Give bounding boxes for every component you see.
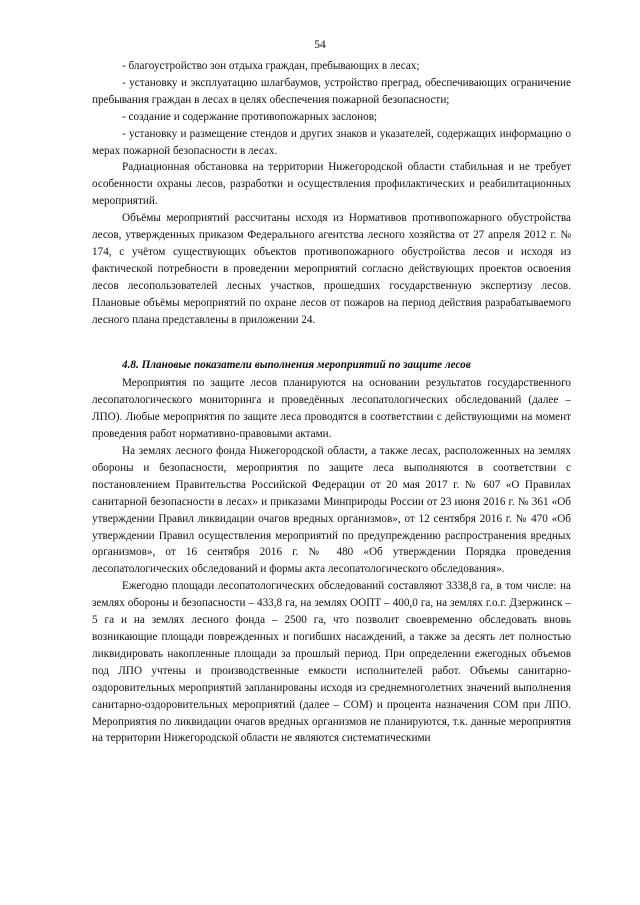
page-content bbox=[92, 58, 571, 747]
paragraph-bullet-firebreaks: - создание и содержание противопожарных заслонов; bbox=[122, 110, 378, 123]
paragraph-bullet-recreation-zones: - благоустройство зон отдыха граждан, пребывающих в лесах; bbox=[122, 60, 420, 72]
paragraph-legal-framework: На землях лесного фонда Нижегородской области, а также лесах, расположенных на землях обороны и безопасности, мероприятия по защите леса выполняются в соответствии с постановлением Правительства Российской Федерации от 20 мая 2017 г. № 607 «О Правилах санитарной безопасности в лесах» и приказами Минприроды России от 23 июня 2016 г. № 361 «Об утверждении Правил ликвидации очагов вредных организмов», от 12 сентября 2016 г. № 470 «Об утверждении Правил осуществления мероприятий по предупреждению распространения вредных организмов», от 16 сентября 2016 г. № 480 «Об утверждении Порядка проведения лесопатологических обследований и формы акта лесопатологического обследования». bbox=[92, 445, 571, 576]
page-number: 54 bbox=[314, 39, 326, 51]
section-heading: 4.8. Плановые показатели выполнения мероприятий по защите лесов bbox=[122, 358, 471, 371]
paragraph-bullet-stands-signs: - установку и размещение стендов и других знаков и указателей, содержащих информацию о мерах пожарной безопасности в лесах. bbox=[92, 127, 571, 157]
paragraph-radiation: Радиационная обстановка на территории Нижегородской области стабильная и не требует особенности охраны лесов, разработки и осуществления профилактических и реабилитационных мероприятий. bbox=[92, 161, 571, 208]
paragraph-volumes: Объёмы мероприятий рассчитаны исходя из Нормативов противопожарного обустройства лесов, утвержденных приказом Федерального агентства лесного хозяйства от 27 апреля 2012 г. № 174, с учётом существующих объектов противопожарного обустройства лесов и исходя из фактической потребности в проведении мероприятий согласно действующих проектов освоения лесов лесопользователей лесных участков, прошедших государственную экспертизу лесов. Плановые объёмы мероприятий по охране лесов от пожаров на период действия разрабатываемого лесного плана представлены в приложении 24. bbox=[92, 212, 571, 326]
paragraph-protection-basis: Мероприятия по защите лесов планируются на основании результатов государственного лесопатологического мониторинга и проведённых лесопатологических обследований (далее – ЛПО). Любые мероприятия по защите леса проводятся в соответствии с действующими на момент проведения работ нормативно-правовыми актами. bbox=[92, 377, 571, 441]
paragraph-survey-areas: Ежегодно площади лесопатологических обследований составляют 3338,8 га, в том числе: на землях обороны и безопасности – 433,8 га, на землях ООПТ – 400,0 га, на землях г.о.г. Дзержинск – 5 га и на землях лесного фонда – 2500 га, что позволит своевременно обследовать вновь возникающие площади поврежденных и погибших насаждений, а также за десять лет полностью ликвидировать накопленные площади за прошлый период. При определении ежегодных объемов под ЛПО учтены и производственные емкости исполнителей работ. Объемы санитарно-оздоровительных мероприятий запланированы исходя из среднемноголетних значений выполнения санитарно-оздоровительных мероприятий (далее – СОМ) и процента назначения СОМ при ЛПО. Мероприятия по ликвидации очагов вредных организмов не планируются, т.к. данные мероприятия на территории Нижегородской области не являются систематическими bbox=[92, 580, 571, 745]
paragraph-bullet-barriers: - установку и эксплуатацию шлагбаумов, устройство преград, обеспечивающих ограничение пребывания граждан в лесах в целях обеспечения пожарной безопасности; bbox=[92, 76, 571, 106]
